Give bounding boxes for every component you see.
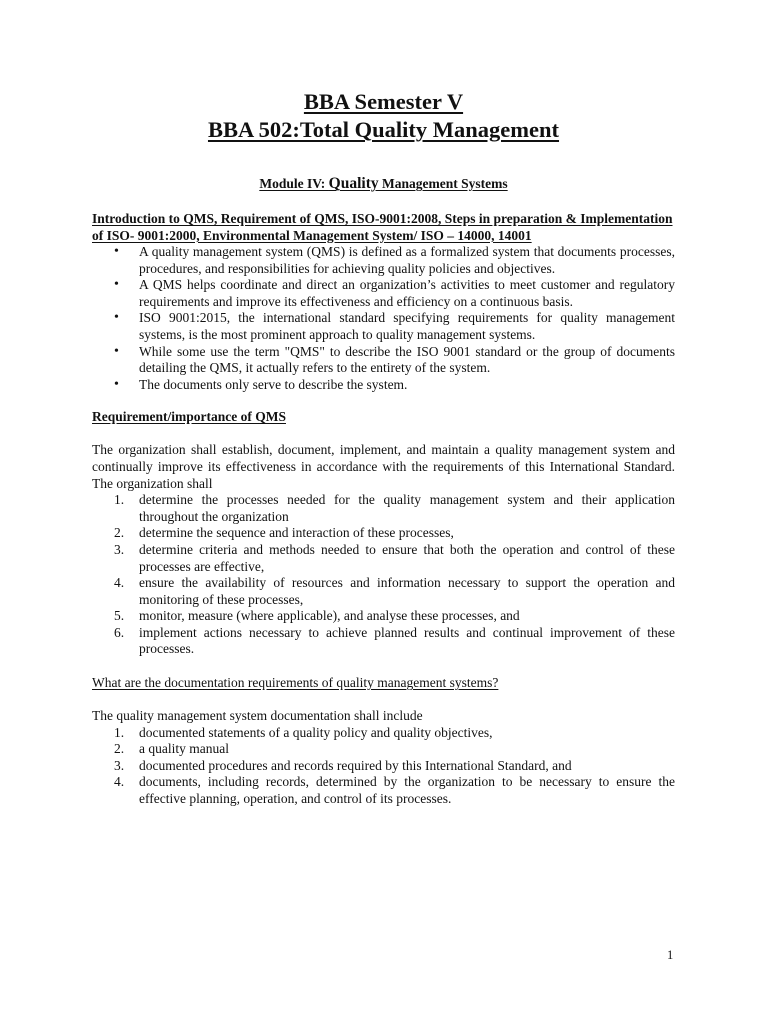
list-item	[92, 774, 675, 807]
list-text: ensure the availability of resources and information necessary to support the operation and monitoring of these processes,	[139, 575, 675, 607]
title-semester-text: BBA Semester V	[303, 89, 464, 114]
topics-heading: Introduction to QMS, Requirement of QMS, ISO-9001:2008, Steps in preparation & Implementation of ISO- 9001:2000, Environmental Management System/ ISO – 14000, 14001	[92, 211, 673, 243]
list-number: 6.	[114, 624, 125, 640]
list-number: 1.	[114, 492, 125, 508]
list-item	[92, 741, 675, 758]
list-number: 3.	[114, 757, 125, 773]
list-text: implement actions necessary to achieve planned results and continual improvement of these processes.	[139, 624, 675, 657]
page-number: 1	[667, 948, 674, 962]
documentation-list	[92, 725, 675, 808]
module-keyword: Quality	[328, 175, 379, 192]
list-text: documents, including records, determined by the organization to be necessary to ensure the effective planning, operation, and control of its processes.	[139, 774, 675, 807]
qms-definition-list	[92, 244, 675, 310]
list-number: 4.	[114, 774, 125, 790]
list-item	[92, 758, 675, 775]
list-number: 1.	[114, 724, 125, 740]
list-text: documented statements of a quality policy and quality objectives,	[139, 724, 493, 740]
requirement-paragraph: The organization shall establish, document, implement, and maintain a quality management system and continually improve its effectiveness in accordance with the requirements of this International Standard. The organization shall	[92, 442, 675, 491]
list-number: 4.	[114, 575, 125, 591]
list-number: 2.	[114, 525, 125, 541]
list-text: determine the processes needed for the quality management system and their application throughout the organization	[139, 492, 675, 524]
documentation-question	[92, 675, 675, 691]
title-semester	[92, 88, 675, 116]
list-item: • The documents only serve to describe the system.	[92, 377, 675, 394]
list-item	[92, 608, 675, 625]
module-suffix: Management Systems	[378, 176, 508, 191]
list-item	[92, 625, 675, 658]
requirement-heading-text: Requirement/importance of QMS	[92, 409, 286, 425]
list-item: • While some use the term "QMS" to describe the ISO 9001 standard or the group of documents detailing the QMS, it actually refers to the entirety of the system.	[92, 344, 675, 377]
list-item	[92, 575, 675, 608]
list-item: • A quality management system (QMS) is defined as a formalized system that documents processes, procedures, and responsibilities for achieving quality policies and objectives.	[92, 244, 675, 277]
list-text: determine the sequence and interaction of these processes,	[139, 525, 454, 541]
list-item	[92, 525, 675, 542]
list-number: 5.	[114, 608, 125, 624]
iso-info-list	[92, 310, 675, 393]
list-number: 3.	[114, 541, 125, 557]
list-item: • A QMS helps coordinate and direct an organization’s activities to meet customer and regulatory requirements and improve its effectiveness and efficiency on a continuous basis.	[92, 277, 675, 310]
list-text: documented procedures and records required by this International Standard, and	[139, 757, 572, 773]
list-text: determine criteria and methods needed to ensure that both the operation and control of these processes are effective,	[139, 541, 675, 574]
list-item	[92, 492, 675, 525]
documentation-paragraph: The quality management system documentation shall include	[92, 708, 423, 724]
list-text: monitor, measure (where applicable), and analyse these processes, and	[139, 608, 520, 624]
module-prefix: Module IV:	[259, 176, 329, 191]
module-heading	[92, 175, 675, 193]
title-course	[92, 116, 675, 144]
requirement-heading	[92, 409, 675, 425]
list-item	[92, 725, 675, 742]
title-course-text: BBA 502:Total Quality Management	[207, 117, 560, 142]
page-content	[92, 88, 675, 808]
list-text: a quality manual	[139, 741, 229, 757]
list-item: • ISO 9001:2015, the international standard specifying requirements for quality management systems, is the most prominent approach to quality management systems.	[92, 310, 675, 343]
requirement-list	[92, 492, 675, 658]
list-number: 2.	[114, 741, 125, 757]
list-item	[92, 542, 675, 575]
documentation-question-text: What are the documentation requirements of quality management systems?	[92, 675, 499, 691]
